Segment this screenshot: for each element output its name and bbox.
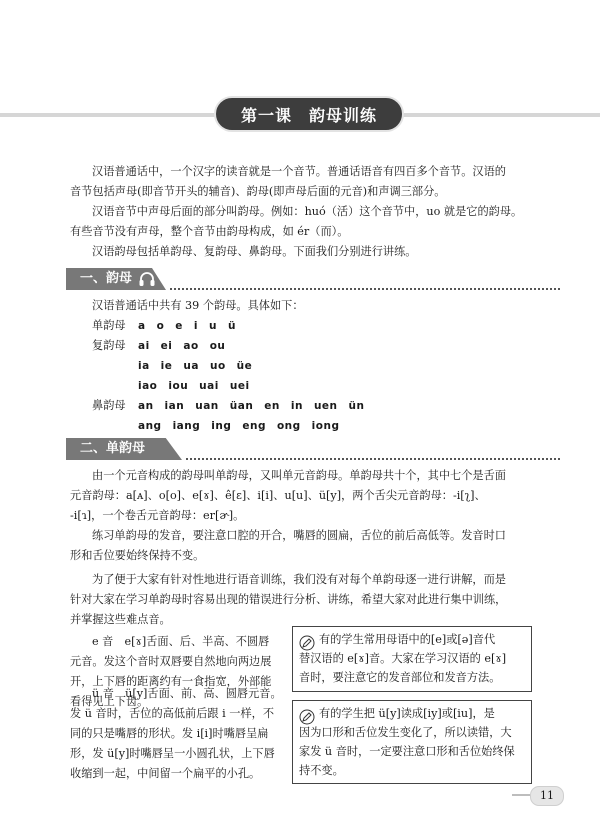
u-note-line: 有的学生把 ü[y]读成[iy]或[iu]，是: [319, 707, 495, 720]
finals-row-label: 单韵母: [92, 319, 126, 332]
simple-finals-line-7: 针对大家在学习单韵母时容易出现的错误进行分析、讲练，希望大家对此进行集中训练，: [70, 593, 507, 606]
finals-row-items: ai ei ao ou: [138, 340, 226, 352]
simple-finals-line-8: 并掌握这些难点音。: [70, 613, 171, 626]
headphones-icon: [138, 270, 156, 288]
u-sound-desc: 发 ü 音时，舌位的高低前后跟 i 一样，不: [70, 707, 275, 720]
e-sound-desc: e 音 e[ɤ]舌面、后、半高、不圆唇: [92, 635, 270, 648]
intro-line-3: 汉语音节中声母后面的部分叫韵母。例如：huó（活）这个音节中，uo 就是它的韵母。: [92, 205, 523, 218]
finals-row-items: a o e i u ü: [138, 320, 236, 332]
simple-finals-line-2: 元音韵母：a[ᴀ]、o[o]、e[ɤ]、ê[ɛ]、i[i]、u[u]、ü[y]，两个舌尖元音韵母：-i[ʅ]、: [70, 489, 486, 502]
simple-finals-line-1: 由一个元音构成的韵母叫单韵母，又叫单元音韵母。单韵母共十个，其中七个是舌面: [92, 469, 506, 482]
u-note-line: 因为口形和舌位发生变化了，所以读错，大: [299, 726, 512, 739]
section-dotted-rule: [186, 458, 560, 460]
section-title: 一、韵母: [80, 271, 133, 286]
lesson-banner: [0, 96, 600, 132]
u-sound-desc: 形，发 ü[y]时嘴唇呈一小圆孔状，上下唇: [70, 747, 275, 760]
intro-line-5: 汉语韵母包括单韵母、复韵母、鼻韵母。下面我们分别进行讲练。: [92, 245, 417, 258]
section-dotted-rule: [170, 288, 560, 290]
section-header-finals: [66, 268, 560, 290]
e-sound-desc: 元音。发这个音时双唇要自然地向两边展: [70, 655, 272, 668]
e-sound-note-box: [292, 626, 532, 692]
e-note-line: 替汉语的 e[ɤ]音。大家在学习汉语的 e[ɤ]: [299, 652, 507, 665]
simple-finals-line-4: 练习单韵母的发音，要注意口腔的开合，嘴唇的圆扁，舌位的前后高低等。发音时口: [92, 529, 506, 542]
u-sound-desc: ü 音 ü[y]舌面、前、高、圆唇元音。: [92, 687, 282, 700]
section-title: 二、单韵母: [80, 441, 146, 456]
page-number-rule: [512, 794, 530, 796]
e-note-line: 有的学生常用母语中的[e]或[ə]音代: [319, 633, 496, 646]
u-note-line: 家发 ü 音时，一定要注意口形和舌位始终保: [299, 745, 515, 758]
finals-row-label: 鼻韵母: [92, 399, 126, 412]
simple-finals-line-3: -i[ɿ]，一个卷舌元音韵母：er[ɚ]。: [70, 509, 245, 522]
intro-line-4: 有些音节没有声母，整个音节由韵母构成，如 ér（而）。: [70, 225, 349, 238]
finals-row-label: 复韵母: [92, 339, 126, 352]
e-note-line: 音时，要注意它的发音部位和发音方法。: [299, 671, 501, 684]
e-sound-desc: 开，上下唇的距离约有一食指宽，外部能: [70, 675, 272, 688]
u-sound-note-box: [292, 700, 532, 784]
section-header-simple-finals: [66, 438, 560, 460]
finals-row-items: an ian uan üan en in uen ün: [138, 400, 365, 412]
finals-count: 汉语普通话中共有 39 个韵母。具体如下：: [92, 299, 304, 312]
finals-row-items: ang iang ing eng ong iong: [138, 420, 340, 432]
lesson-title: 第一课 韵母训练: [214, 96, 404, 132]
u-note-line: 持不变。: [299, 764, 344, 777]
intro-line-2: 音节包括声母(即音节开头的辅音)、韵母(即声母后面的元音)和声调三部分。: [70, 185, 446, 198]
u-sound-desc: 同的只是嘴唇的形状。发 i[i]时嘴唇呈扁: [70, 727, 269, 740]
e-sound-desc: 看得见上下齿。: [70, 695, 149, 708]
finals-row-items: iao iou uai uei: [138, 380, 250, 392]
finals-row-items: ia ie ua uo üe: [138, 360, 253, 372]
simple-finals-line-6: 为了便于大家有针对性地进行语音训练，我们没有对每个单韵母逐一进行讲解，而是: [92, 573, 506, 586]
intro-line-1: 汉语普通话中，一个汉字的读音就是一个音节。普通话语音有四百多个音节。汉语的: [92, 165, 506, 178]
simple-finals-line-5: 形和舌位要始终保持不变。: [70, 549, 205, 562]
page-number: 11: [530, 786, 564, 806]
u-sound-desc: 收缩到一起，中间留一个扁平的小孔。: [70, 767, 261, 780]
